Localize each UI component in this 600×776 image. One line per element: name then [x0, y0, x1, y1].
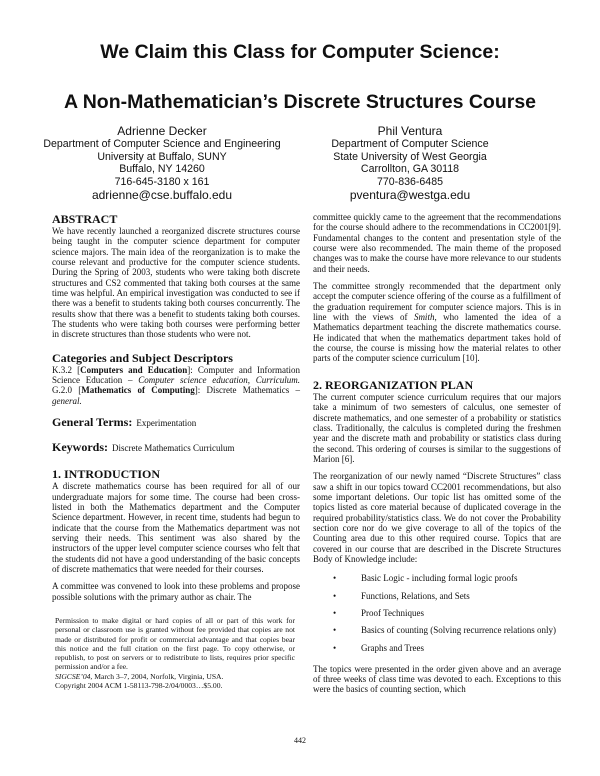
author-name: Adrienne Decker: [117, 124, 207, 138]
bullet-icon: •: [333, 625, 337, 636]
cited-author: Smith: [413, 312, 435, 323]
author-email: adrienne@cse.buffalo.edu: [91, 188, 233, 203]
topic-item: [313, 570, 561, 587]
author-phone: 716-645-3180 x 161: [114, 175, 210, 188]
venue-details: March 3–7, 2004, Norfolk, Virginia, USA.: [92, 671, 224, 681]
paper-title-line-1: We Claim this Class for Computer Science:: [100, 41, 500, 63]
bullet-icon: •: [333, 590, 337, 601]
reorganization-paragraph-3: The topics were presented in the order given above and an average of three weeks of class time was devoted to each. Exceptions to this were the basics of counting section, which: [313, 663, 561, 695]
author-dept: Department of Computer Science and Engineering: [43, 138, 281, 150]
author-block-1: [43, 124, 280, 202]
author-city: Buffalo, NY 14260: [119, 163, 205, 176]
topic-label: Basic Logic - including formal logic proofs: [361, 573, 518, 584]
abstract-heading: ABSTRACT: [52, 212, 118, 226]
category-name: Mathematics of Computing: [81, 385, 195, 396]
reorganization-paragraph-1: The current computer science curriculum requires that our majors take a minimum of two semesters of calculus, one semester of discrete mathematics, and one semester of a probability or statistics class. Traditionally, the calculus is completed during the freshmen year and the discrete math and probability or statistics class during the second. This ordering of courses is similar to the suggestions of Marion [6].: [313, 391, 561, 464]
page-number: 442: [294, 736, 306, 745]
right-paragraph-2: [313, 281, 561, 364]
abstract-body: We have recently launched a reorganized discrete structures course being taught in the computer science department for computer science majors. The main idea of the reorganization is to make the course relevant and productive for the computer science students. During the Spring of 2003, students who were taking both discrete structures and CS2 commented that taking both courses at the same time was helpful. An empirical investigation was conducted to see if there was a benefit to students taking both courses concurrently. The results show that there was a benefit to students taking both courses. The students who were taking both courses were performing better in discrete structures than those students who were not.: [52, 226, 300, 340]
category-desc: ]: Computer and Information Science Education –: [52, 364, 300, 386]
introduction-paragraph-2: A committee was convened to look into these problems and propose possible solutions with the primary author as chair. The: [52, 581, 300, 602]
topic-item: [313, 622, 561, 639]
topic-label: Graphs and Trees: [361, 642, 424, 653]
general-terms-value: Experimentation: [136, 418, 197, 429]
author-block-2: [331, 124, 488, 202]
copyright-line: Copyright 2004 ACM 1-58113-798-2/04/0003…$5.00.: [55, 681, 223, 691]
left-column: [52, 212, 300, 690]
author-city: Carrollton, GA 30118: [360, 163, 460, 176]
categories-heading: Categories and Subject Descriptors: [52, 350, 233, 365]
author-name: Phil Ventura: [377, 124, 443, 138]
category-desc: ]: Discrete Mathematics –: [194, 385, 301, 396]
permission-text: Permission to make digital or hard copies of all or part of this work for personal or classroom use is granted without fee provided that copies are not made or distributed for profit or commercial advantage and that copies bear this notice and the full citation on the first page. To copy otherwise, or republish, to post on servers or to redistribute to lists, requires prior specific permission and/or a fee.: [55, 615, 295, 672]
keywords-value: Discrete Mathematics Curriculum: [112, 443, 235, 454]
category-subject: Computer science education, Curriculum.: [138, 375, 300, 386]
venue-name: SIGCSE’04,: [55, 671, 93, 681]
general-terms: [52, 413, 300, 431]
categories-body: [52, 365, 300, 406]
topics-list: [313, 570, 561, 656]
keywords-label: Keywords:: [52, 440, 108, 455]
right-column: [313, 212, 561, 695]
topic-label: Basics of counting (Solving recurrence relations only): [361, 625, 556, 636]
introduction-heading: 1. INTRODUCTION: [52, 467, 161, 482]
reorganization-heading: 2. REORGANIZATION PLAN: [313, 377, 474, 392]
author-univ: State University of West Georgia: [333, 150, 487, 163]
author-phone: 770-836-6485: [377, 175, 443, 188]
reorganization-paragraph-2: The reorganization of our newly named “Discrete Structures” class saw a shift in our topics toward CC2001 recommendations, but also some important deletions. Our topic list has omitted some of the topics listed as core material because of duplicated coverage in the required probability/statistics class. We do not cover the Probability section core nor do we give coverage to all of the topics of the Counting area due to this other required course. Topics that are covered in our course that are described in the Discrete Structures Body of Knowledge include:: [313, 471, 561, 564]
paper-title-line-2: A Non-Mathematician’s Discrete Structures Course: [63, 91, 537, 113]
bullet-icon: •: [333, 607, 337, 618]
topic-item: [313, 588, 561, 605]
introduction-paragraph-1: A discrete mathematics course has been required for all of our undergraduate majors for some time. The course had been cross-listed in both the Mathematics department and the Computer Science department. However, in recent time, students had begun to indicate that the course from the Mathematics department was not serving their needs. This sentiment was also shared by the instructors of the upper level computer science courses who felt that the students did not have a good understanding of the basic concepts of discrete mathematics that were needed for their courses.: [52, 481, 300, 574]
topic-label: Functions, Relations, and Sets: [361, 590, 470, 601]
topic-item: [313, 640, 561, 657]
keywords: [52, 438, 300, 456]
general-terms-label: General Terms:: [52, 415, 133, 430]
category-subject: general.: [52, 395, 82, 406]
category-name: Computers and Education: [80, 364, 188, 375]
permission-notice: [55, 616, 295, 690]
text: The committee strongly recommended that the department only accept the computer science offering of the course as a fulfillment of the graduation requirement for computer science majors. This is in line with the views of: [313, 281, 561, 323]
author-email: pventura@westga.edu: [349, 188, 471, 203]
venue-line: [55, 672, 295, 681]
author-dept: Department of Computer Science: [331, 138, 489, 150]
right-paragraph-1: committee quickly came to the agreement that the recommendations for the course should adhere to the recommendations in CC2001[9]. Fundamental changes to the content and presentation style of the course were also recommended. The main theme of the proposed changes was to make the course have more relevance to our students and their needs.: [313, 212, 561, 274]
text: , who lamented the idea of a Mathematics department teaching the discrete mathematics course. He indicated that when the mathematics department takes hold of the course, the course is missing how the material relates to other parts of the computer science curriculum [10].: [313, 312, 561, 364]
topic-item: [313, 605, 561, 622]
bullet-icon: •: [333, 573, 337, 584]
author-univ: University at Buffalo, SUNY: [97, 150, 227, 163]
topic-label: Proof Techniques: [361, 607, 424, 618]
bullet-icon: •: [333, 642, 337, 653]
category-code: K.3.2 [: [52, 364, 81, 375]
category-code: G.2.0 [: [52, 385, 82, 396]
